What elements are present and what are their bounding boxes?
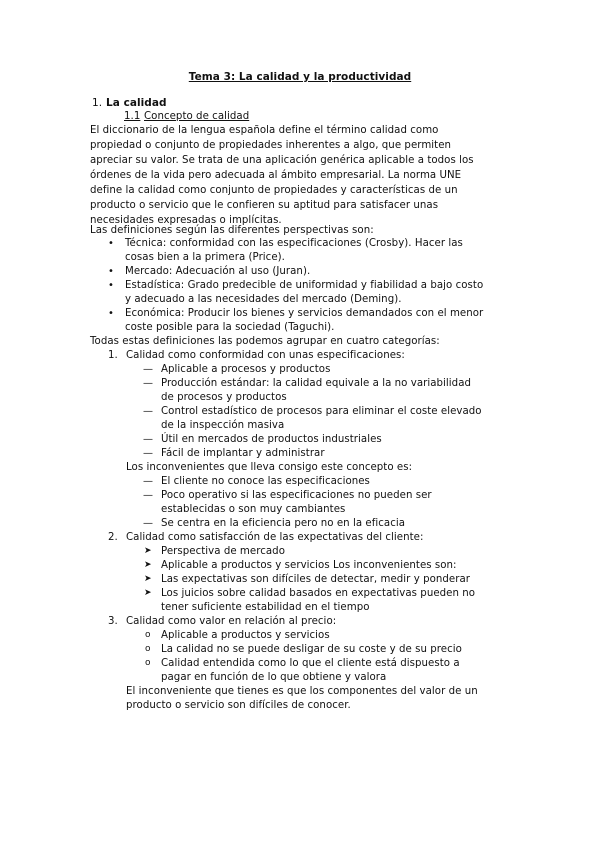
perspective-line: coste posible para la sociedad (Taguchi).: [125, 322, 335, 333]
category-title: Calidad como satisfacción de las expectativas del cliente:: [126, 532, 424, 543]
category-number: 1.: [108, 350, 118, 361]
perspective-line: Económica: Producir los bienes y servicios demandados con el menor: [125, 308, 484, 319]
category-item-line: pagar en función de lo que obtiene y valora: [161, 672, 387, 683]
bullet-marker: •: [108, 280, 114, 291]
dash-marker: —: [143, 378, 153, 389]
intro-line: apreciar su valor. Se trata de una aplicación genérica aplicable a todos los: [90, 155, 474, 166]
circle-marker: o: [145, 630, 151, 640]
document-title: Tema 3: La calidad y la productividad: [188, 71, 412, 83]
circle-marker: o: [145, 644, 151, 654]
category-item-line: de procesos y productos: [161, 392, 287, 403]
section-number: 1.: [92, 97, 103, 109]
arrow-marker: ➤: [144, 588, 152, 598]
dash-marker: —: [143, 434, 153, 445]
category-item-line: tener suficiente estabilidad en el tiempo: [161, 602, 370, 613]
category-number: 3.: [108, 616, 118, 627]
bullet-marker: •: [108, 238, 114, 249]
subsection-number: 1.1: [124, 111, 141, 122]
perspective-line: y adecuado a las necesidades del mercado (Deming).: [125, 294, 402, 305]
intro-line: órdenes de la vida pero adecuada al ámbito empresarial. La norma UNE: [90, 170, 462, 181]
bullet-marker: •: [108, 308, 114, 319]
arrow-marker: ➤: [144, 574, 152, 584]
dash-marker: —: [143, 476, 153, 487]
dash-marker: —: [143, 448, 153, 459]
subsection-heading: Concepto de calidad: [144, 111, 250, 122]
arrow-marker: ➤: [144, 560, 152, 570]
category-item-line: Calidad entendida como lo que el cliente está dispuesto a: [161, 658, 460, 669]
dash-marker: —: [143, 490, 153, 501]
category-item-line: Producción estándar: la calidad equivale a la no variabilidad: [161, 378, 472, 389]
intro-line: define la calidad como conjunto de propiedades y características de un: [90, 185, 458, 196]
category-item-line: Aplicable a productos y servicios: [161, 630, 330, 641]
closing-line: El inconveniente que tienes es que los componentes del valor de un: [126, 686, 478, 697]
intro-line: producto o servicio que le confieren su aptitud para satisfacer unas: [90, 200, 439, 211]
drawback-line: establecidas o son muy cambiantes: [161, 504, 346, 515]
category-item-line: Control estadístico de procesos para eliminar el coste elevado: [161, 406, 482, 417]
arrow-marker: ➤: [144, 546, 152, 556]
drawback-line: Se centra en la eficiencia pero no en la eficacia: [161, 518, 406, 529]
perspective-line: cosas bien a la primera (Price).: [125, 252, 285, 263]
bullet-marker: •: [108, 266, 114, 277]
section-heading: La calidad: [106, 97, 167, 109]
category-title: Calidad como conformidad con unas especificaciones:: [126, 350, 405, 361]
closing-line: producto o servicio son difíciles de conocer.: [126, 700, 351, 711]
category-item-line: Los juicios sobre calidad basados en expectativas pueden no: [161, 588, 476, 599]
category-item-line: de la inspección masiva: [161, 420, 285, 431]
drawbacks-intro: Los inconvenientes que lleva consigo este concepto es:: [126, 462, 413, 473]
intro-line: El diccionario de la lengua española define el término calidad como: [90, 125, 439, 136]
drawback-line: El cliente no conoce las especificaciones: [161, 476, 370, 487]
category-item-line: Fácil de implantar y administrar: [161, 448, 325, 459]
dash-marker: —: [143, 364, 153, 375]
perspective-line: Estadística: Grado predecible de uniformidad y fiabilidad a bajo costo: [125, 280, 484, 291]
circle-marker: o: [145, 658, 151, 668]
intro-line: propiedad o conjunto de propiedades inherentes a algo, que permiten: [90, 140, 452, 151]
category-item-line: La calidad no se puede desligar de su coste y de su precio: [161, 644, 462, 655]
category-item-line: Las expectativas son difíciles de detectar, medir y ponderar: [161, 574, 470, 585]
drawback-line: Poco operativo si las especificaciones no pueden ser: [161, 490, 432, 501]
perspectives-intro: Las definiciones según las diferentes perspectivas son:: [90, 225, 374, 236]
categories-intro: Todas estas definiciones las podemos agrupar en cuatro categorías:: [90, 336, 440, 347]
category-item-line: Perspectiva de mercado: [161, 546, 285, 557]
category-item-line: Aplicable a productos y servicios Los inconvenientes son:: [161, 560, 457, 571]
dash-marker: —: [143, 406, 153, 417]
category-number: 2.: [108, 532, 118, 543]
intro-line: necesidades expresadas o implícitas.: [90, 215, 282, 226]
category-item-line: Útil en mercados de productos industriales: [161, 434, 382, 445]
perspective-line: Técnica: conformidad con las especificaciones (Crosby). Hacer las: [125, 238, 463, 249]
category-title: Calidad como valor en relación al precio:: [126, 616, 337, 627]
dash-marker: —: [143, 518, 153, 529]
perspective-line: Mercado: Adecuación al uso (Juran).: [125, 266, 311, 277]
category-item-line: Aplicable a procesos y productos: [161, 364, 331, 375]
